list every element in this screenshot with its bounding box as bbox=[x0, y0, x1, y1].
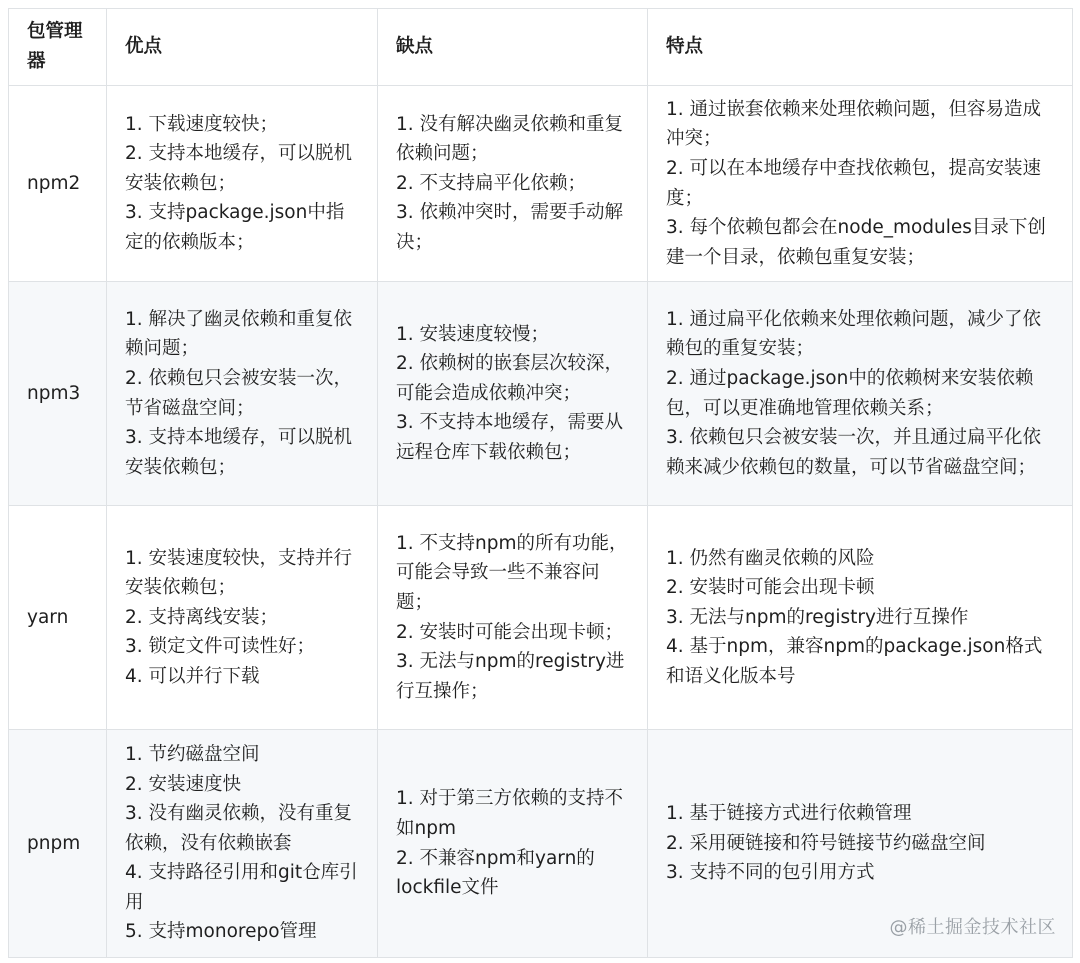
pros-item: 3. 没有幽灵依赖，没有重复依赖，没有依赖嵌套 bbox=[125, 803, 353, 854]
cons-cell bbox=[378, 730, 648, 958]
package-manager-name: npm3 bbox=[9, 282, 107, 506]
features-item: 1. 仍然有幽灵依赖的风险 bbox=[666, 547, 875, 569]
watermark: @稀土掘金技术社区 bbox=[889, 917, 1056, 938]
features-cell bbox=[648, 282, 1073, 506]
cons-item: 3. 不支持本地缓存，需要从远程仓库下载依赖包； bbox=[396, 412, 624, 463]
cons-item: 1. 对于第三方依赖的支持不如npm bbox=[396, 788, 624, 839]
features-item: 3. 无法与npm的registry进行互操作 bbox=[666, 606, 969, 628]
pros-item: 1. 安装速度较快，支持并行安装依赖包； bbox=[125, 547, 353, 599]
pros-cell bbox=[107, 86, 378, 282]
features-item: 1. 通过嵌套依赖来处理依赖问题，但容易造成冲突； bbox=[666, 98, 1042, 150]
features-item: 2. 安装时可能会出现卡顿 bbox=[666, 577, 875, 599]
table-row bbox=[9, 282, 1073, 506]
header-pros: 优点 bbox=[107, 9, 378, 86]
comparison-table-wrapper bbox=[8, 8, 1072, 958]
pros-cell bbox=[107, 506, 378, 730]
table-row bbox=[9, 86, 1073, 282]
package-manager-name: pnpm bbox=[9, 730, 107, 958]
features-item: 2. 通过package.json中的依赖树来安装依赖包，可以更准确地管理依赖关系； bbox=[666, 367, 1034, 419]
cons-item: 2. 不支持扁平化依赖； bbox=[396, 172, 587, 194]
cons-item: 2. 安装时可能会出现卡顿； bbox=[396, 621, 624, 643]
features-item: 1. 基于链接方式进行依赖管理 bbox=[666, 803, 912, 825]
header-row bbox=[9, 9, 1073, 86]
header-package-manager: 包管理器 bbox=[9, 9, 107, 86]
features-item: 1. 通过扁平化依赖来处理依赖问题，减少了依赖包的重复安装； bbox=[666, 308, 1042, 360]
pros-item: 3. 支持本地缓存，可以脱机安装依赖包； bbox=[125, 427, 353, 478]
pros-item: 2. 支持离线安装； bbox=[125, 606, 279, 628]
pros-item: 1. 下载速度较快； bbox=[125, 113, 279, 135]
pros-item: 1. 解决了幽灵依赖和重复依赖问题； bbox=[125, 308, 353, 360]
pros-item: 2. 支持本地缓存，可以脱机安装依赖包； bbox=[125, 143, 353, 194]
cons-item: 1. 不支持npm的所有功能，可能会导致一些不兼容问题； bbox=[396, 532, 628, 613]
features-item: 4. 基于npm，兼容npm的package.json格式和语义化版本号 bbox=[666, 636, 1043, 687]
features-cell bbox=[648, 86, 1073, 282]
pros-item: 2. 依赖包只会被安装一次，节省磁盘空间； bbox=[125, 367, 353, 419]
package-manager-name: yarn bbox=[9, 506, 107, 730]
features-cell bbox=[648, 506, 1073, 730]
features-item: 2. 采用硬链接和符号链接节约磁盘空间 bbox=[666, 832, 986, 854]
cons-item: 1. 安装速度较慢； bbox=[396, 323, 550, 345]
package-manager-comparison-table bbox=[8, 8, 1073, 958]
pros-item: 3. 支持package.json中指定的依赖版本； bbox=[125, 202, 345, 253]
features-item: 3. 每个依赖包都会在node_modules目录下创建一个目录，依赖包重复安装； bbox=[666, 217, 1046, 268]
header-cons: 缺点 bbox=[378, 9, 648, 86]
cons-item: 3. 依赖冲突时，需要手动解决； bbox=[396, 202, 624, 253]
package-manager-name: npm2 bbox=[9, 86, 107, 282]
features-item: 3. 支持不同的包引用方式 bbox=[666, 862, 875, 884]
pros-item: 3. 锁定文件可读性好； bbox=[125, 636, 316, 658]
pros-item: 2. 安装速度快 bbox=[125, 773, 242, 795]
cons-cell bbox=[378, 506, 648, 730]
pros-cell bbox=[107, 730, 378, 958]
header-features: 特点 bbox=[648, 9, 1073, 86]
cons-cell bbox=[378, 282, 648, 506]
pros-item: 4. 可以并行下载 bbox=[125, 665, 260, 687]
pros-item: 5. 支持monorepo管理 bbox=[125, 921, 317, 943]
cons-cell bbox=[378, 86, 648, 282]
pros-item: 4. 支持路径引用和git仓库引用 bbox=[125, 862, 358, 913]
pros-item: 1. 节约磁盘空间 bbox=[125, 743, 260, 765]
features-item: 2. 可以在本地缓存中查找依赖包，提高安装速度； bbox=[666, 157, 1042, 209]
cons-item: 2. 不兼容npm和yarn的lockfile文件 bbox=[396, 847, 595, 899]
cons-item: 3. 无法与npm的registry进行互操作； bbox=[396, 651, 625, 702]
cons-item: 1. 没有解决幽灵依赖和重复依赖问题； bbox=[396, 113, 624, 165]
features-item: 3. 依赖包只会被安装一次，并且通过扁平化依赖来减少依赖包的数量，可以节省磁盘空间； bbox=[666, 427, 1042, 478]
cons-item: 2. 依赖树的嵌套层次较深，可能会造成依赖冲突； bbox=[396, 353, 624, 404]
pros-cell bbox=[107, 282, 378, 506]
table-row bbox=[9, 506, 1073, 730]
